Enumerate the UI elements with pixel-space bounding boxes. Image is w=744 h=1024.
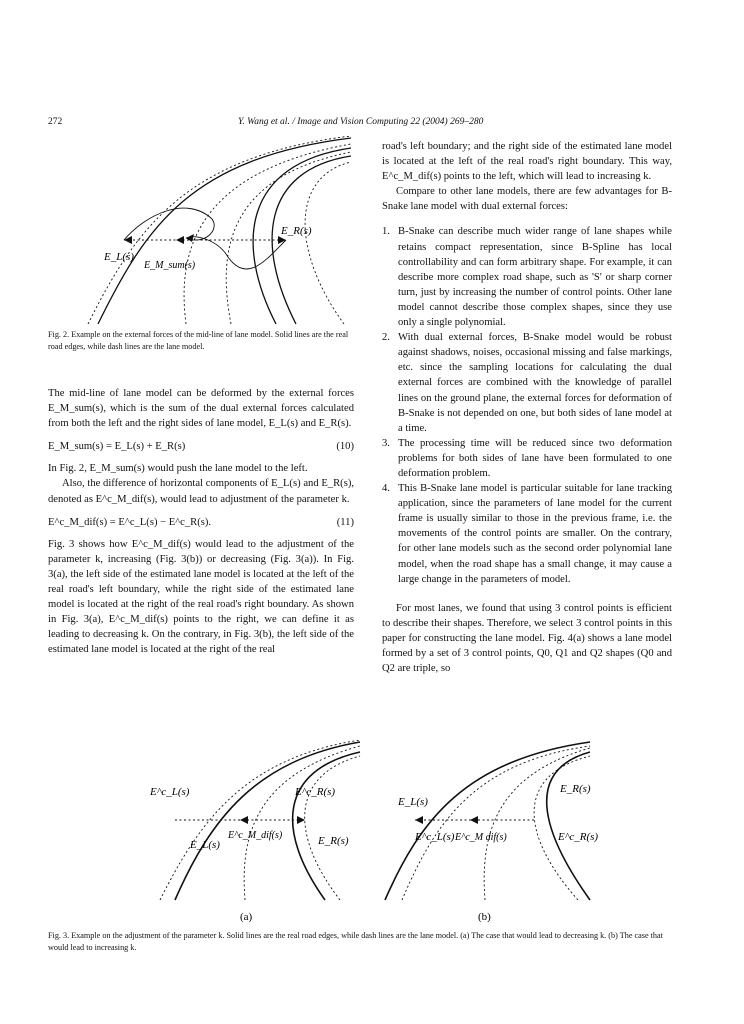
- advantage-item: [382, 224, 672, 330]
- fig3a-label-er: E_R(s): [318, 835, 349, 847]
- figure-2: [76, 136, 366, 326]
- fig3a-label-el: E_L(s): [190, 839, 220, 851]
- fig2-label-emsum: E_M_sum(s): [144, 260, 196, 271]
- left-column: [48, 386, 354, 658]
- advantage-text: With dual external forces, B-Snake model would be robust against shadows, noises, occasional missing and false markings, etc. since the sampling locations for calculating the dual external forces are combined with the knowledge of parallel lines on the ground plane, the external forces for deformation of B-Snake is not depended on one, but both sides of lane model at a time.: [398, 332, 672, 434]
- right-para-2: Compare to other lane models, there are few advantages for B-Snake lane model with dual external forces:: [382, 186, 672, 213]
- advantage-item: [382, 481, 672, 587]
- equation-10: [48, 439, 354, 454]
- equation-11: [48, 515, 354, 530]
- running-title: Y. Wang et al. / Image and Vision Computing 22 (2004) 269–280: [238, 117, 484, 127]
- equation-11-body: E^c_M_dif(s) = E^c_L(s) − E^c_R(s).: [48, 516, 212, 528]
- equation-11-number: (11): [336, 516, 354, 528]
- fig2-caption: Fig. 2. Example on the external forces of the mid-line of lane model. Solid lines are the real road edges, while dash lines are the lane model.: [48, 330, 349, 351]
- fig3a-diagram: [149, 740, 360, 923]
- advantage-text: This B-Snake lane model is particular suitable for lane tracking application, since the parameters of lane model for the current frame is usually similar to those in the previous frame, i.e. the movements of the control points are smaller. On the contrary, for other lane models such as the second order polynomial lane model, when the road shape has a small change, it may cause a large change in the parameters of model.: [398, 483, 672, 585]
- right-column: [382, 139, 672, 676]
- left-para-1: The mid-line of lane model can be deformed by the external forces E_M_sum(s), which is the sum of the dual external forces calculated from both the left and the right sides of lane model, E_L(s) and E_R(s).: [48, 388, 354, 430]
- fig3a-label-elc: E^c_L(s): [150, 786, 190, 798]
- fig2-label-el: E_L(s): [104, 251, 134, 263]
- fig3a-label-emdif: E^c_M_dif(s): [228, 830, 283, 841]
- advantage-number: 4.: [382, 483, 390, 495]
- advantage-number: 2.: [382, 332, 390, 344]
- left-para-2: In Fig. 2, E_M_sum(s) would push the lane model to the left.: [48, 463, 308, 475]
- advantage-item: [382, 330, 672, 436]
- fig3b-label-er: E_R(s): [560, 783, 591, 795]
- fig2-road-edges: [98, 138, 351, 324]
- left-para-3: Also, the difference of horizontal components of E_L(s) and E_R(s), denoted as E^c_M_dif(s), would lead to adjustment of the parameter k.: [48, 478, 354, 505]
- advantage-text: The processing time will be reduced since two deformation problems for both sides of lane have been formulated to one deformation problem.: [398, 437, 672, 479]
- figure-3: [140, 740, 640, 930]
- equation-10-number: (10): [336, 441, 354, 453]
- advantage-item: [382, 436, 672, 481]
- advantage-number: 1.: [382, 226, 390, 238]
- page-number: 272: [48, 117, 63, 127]
- fig3a-sublabel: (a): [240, 911, 253, 923]
- fig3-caption: Fig. 3. Example on the adjustment of the parameter k. Solid lines are the real road edges, while dash lines are the lane model. (a) The case that would lead to decreasing k. (b) The case that would lead to increasing k.: [48, 931, 663, 952]
- advantages-list: [382, 224, 672, 586]
- fig3b-label-el: E_L(s): [398, 796, 428, 808]
- fig3b-label-erc: E^c_R(s): [558, 831, 599, 843]
- right-para-3: For most lanes, we found that using 3 control points is efficient to describe their shapes. Therefore, we select 3 control points in this paper for constructing the lane model. Fig. 4(a) shows a lane model formed by a set of 3 control points, Q0, Q1 and Q2 shapes (Q0 and Q2 are triple, so: [382, 602, 672, 675]
- fig3b-sublabel: (b): [478, 911, 491, 923]
- fig2-label-er: E_R(s): [281, 225, 312, 237]
- right-para-1: road's left boundary; and the right side of the estimated lane model is located at the left of the real road's right boundary. This way, E^c_M_dif(s) points to the left, which will lead to increasing k.: [382, 141, 672, 183]
- left-para-4: Fig. 3 shows how E^c_M_dif(s) would lead to the adjustment of the parameter k, increasing (Fig. 3(b)) or decreasing (Fig. 3(a)). In Fig. 3(a), the left side of the estimated lane model is located at the left of the real road's left boundary, while the right side of the estimated lane model is located at the right of the real road's right boundary. As shown in Fig. 3(a), E^c_M_dif(s) points to the right, we can define it as leading to decreasing k. On the contrary, in Fig. 3(b), the left side of the estimated lane model is located at the right of the real: [48, 538, 354, 656]
- advantage-text: B-Snake can describe much wider range of lane shapes while retains compact representation, since B-Spline has local controllability and can form arbitrary shape. For example, it can describe more complex road shape, such as 'S' or sharp corner turn, just by increasing the number of control points. Other lane model cannot describe those complex shapes, since they use only a single polynomial.: [398, 226, 672, 329]
- advantage-number: 3.: [382, 437, 390, 449]
- fig3a-label-erc: E^c_R(s): [295, 786, 336, 798]
- fig3b-label-elc: E^c_L(s): [415, 831, 455, 843]
- fig3b-diagram: [385, 742, 598, 923]
- equation-10-body: E_M_sum(s) = E_L(s) + E_R(s): [48, 441, 186, 453]
- fig2-lane-model: [88, 136, 351, 324]
- fig3b-label-emdif: E^c_M dif(s): [455, 832, 507, 843]
